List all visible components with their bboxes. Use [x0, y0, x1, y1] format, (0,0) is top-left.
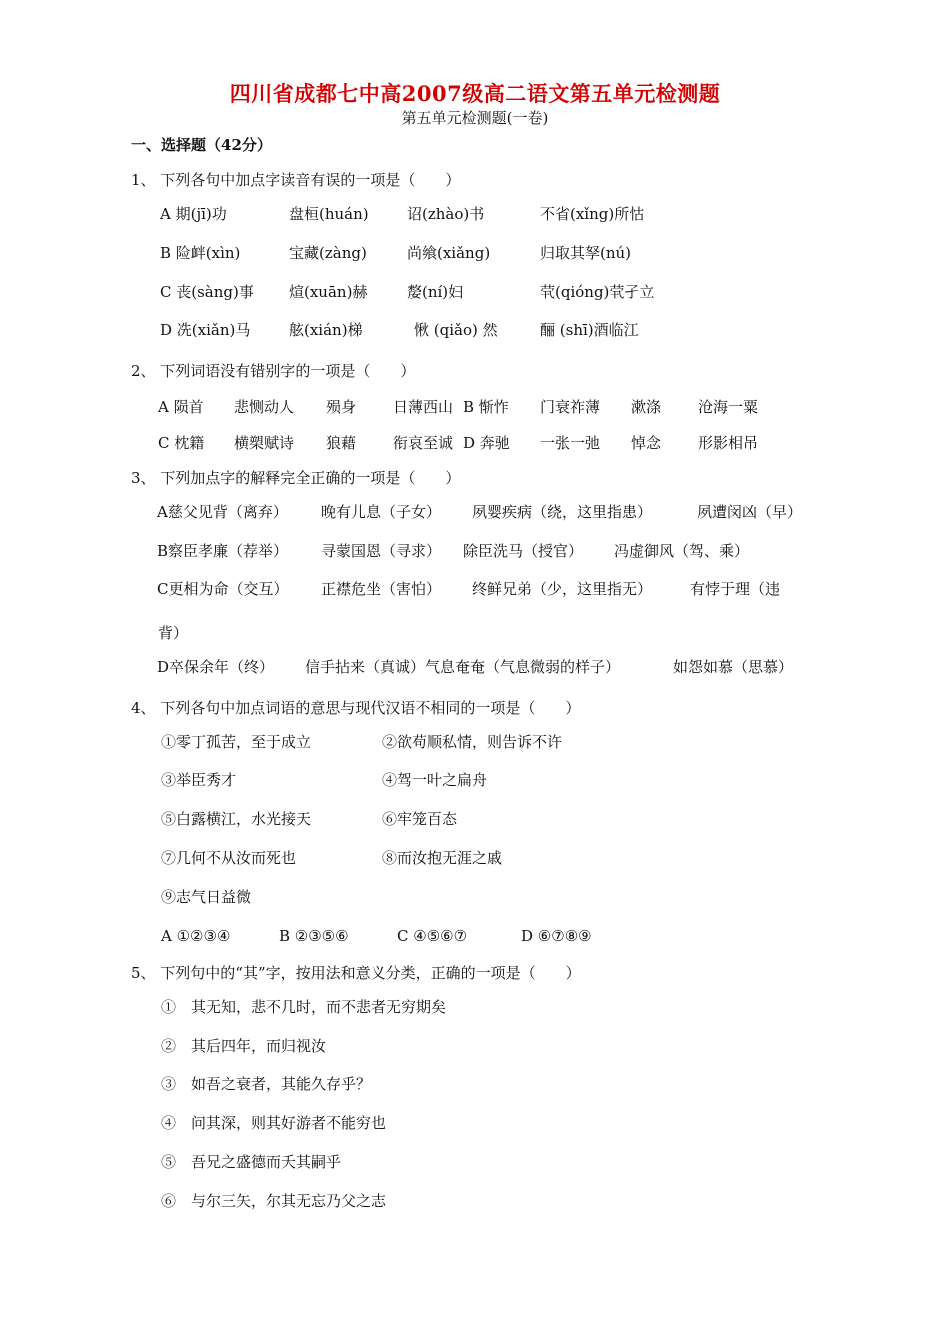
document-subtitle: 第五单元检测题(一卷) — [401, 109, 549, 127]
option-cell: 归取其孥(nú) — [540, 244, 632, 262]
option-cell: 舷(xián)梯 — [289, 321, 363, 339]
option-cell: 信手拈来（真诚）气息奄奄（气息微弱的样子） — [305, 658, 621, 676]
sentence-item: ⑤ 吾兄之盛德而夭其嗣乎 — [161, 1153, 342, 1171]
word-cell: 殒身 — [326, 398, 357, 416]
sentence-item: ⑥牢笼百态 — [382, 810, 458, 828]
option-cell: 夙婴疾病（绕，这里指患） — [472, 503, 653, 521]
word-cell: 横槊赋诗 — [234, 434, 295, 452]
option-cell: 宝藏(zàng) — [289, 244, 367, 262]
word-cell: 悼念 — [631, 434, 662, 452]
question-2-stem: 2、 下列词语没有错别字的一项是（ ） — [131, 362, 416, 380]
option-cell: 除臣洗马（授官） — [463, 542, 584, 560]
question-5-stem: 5、 下列句中的“其”字，按用法和意义分类，正确的一项是（ ） — [131, 964, 581, 982]
option-cell: 冯虚御风（驾、乘） — [614, 542, 750, 560]
option-cell: A慈父见背（离弃） — [157, 503, 288, 521]
answer-option: C ④⑤⑥⑦ — [397, 927, 468, 945]
word-cell: 狼藉 — [326, 434, 357, 452]
document-title: 四川省成都七中高2007级高二语文第五单元检测题 — [229, 81, 721, 106]
option-cell: 诏(zhào)书 — [407, 205, 485, 223]
word-cell: B 惭怍 — [463, 398, 509, 416]
option-cell: 正襟危坐（害怕） — [321, 580, 442, 598]
sentence-item: ④ 问其深，则其好游者不能穷也 — [161, 1114, 387, 1132]
sentence-item: ②欲苟顺私情，则告诉不许 — [382, 733, 563, 751]
option-cell: 酾 (shī)酒临江 — [540, 321, 639, 339]
word-cell: 沧海一粟 — [698, 398, 759, 416]
option-cell: 终鲜兄弟（少，这里指无） — [472, 580, 653, 598]
sentence-item: ⑤白露横江，水光接天 — [161, 810, 312, 828]
sentence-item: ③举臣秀才 — [161, 771, 237, 789]
option-cell: 茕(qióng)茕孑立 — [540, 283, 655, 301]
question-3-stem: 3、 下列加点字的解释完全正确的一项是（ ） — [131, 469, 461, 487]
option-cell: 盘桓(huán) — [289, 205, 369, 223]
sentence-item: ⑧而汝抱无涯之戚 — [382, 849, 503, 867]
answer-option: B ②③⑤⑥ — [279, 927, 349, 945]
option-cell: C更相为命（交互） — [157, 580, 289, 598]
answer-option: A ①②③④ — [161, 927, 231, 945]
option-cell: 不省(xǐng)所怙 — [540, 205, 645, 223]
word-cell: 一张一弛 — [540, 434, 601, 452]
word-cell: A 陨首 — [158, 398, 204, 416]
option-cell: 尚飨(xiǎng) — [407, 244, 491, 262]
sentence-item: ⑥ 与尔三矢，尔其无忘乃父之志 — [161, 1192, 387, 1210]
section-heading: 一、选择题（42分） — [131, 136, 272, 154]
sentence-item: ⑦几何不从汝而死也 — [161, 849, 297, 867]
option-cell: D 冼(xiǎn)马 — [160, 321, 251, 339]
option-cell: A 期(jī)功 — [160, 205, 227, 223]
question-4-stem: 4、 下列各句中加点词语的意思与现代汉语不相同的一项是（ ） — [131, 699, 581, 717]
word-cell: 漱涤 — [631, 398, 662, 416]
word-cell: C 枕籍 — [158, 434, 205, 452]
word-cell: D 奔驰 — [463, 434, 510, 452]
option-cell: 如怨如慕（思慕） — [673, 658, 794, 676]
option-cell: 嫠(ní)妇 — [407, 283, 464, 301]
sentence-item: ①零丁孤苦，至于成立 — [161, 733, 312, 751]
sentence-item: ④驾一叶之扁舟 — [382, 771, 488, 789]
sentence-item: ① 其无知，悲不几时，而不悲者无穷期矣 — [161, 998, 447, 1016]
question-3-wrap: 背） — [158, 624, 189, 642]
option-cell: B察臣孝廉（荐举） — [157, 542, 289, 560]
option-cell: 晚有儿息（子女） — [321, 503, 442, 521]
option-cell: 煊(xuān)赫 — [289, 283, 368, 301]
option-cell: 愀 (qiǎo) 然 — [414, 321, 498, 339]
word-cell: 形影相吊 — [698, 434, 759, 452]
option-cell: B 险衅(xìn) — [160, 244, 241, 262]
sentence-item: ③ 如吾之衰者，其能久存乎？ — [161, 1075, 372, 1093]
word-cell: 衔哀至诚 — [393, 434, 454, 452]
word-cell: 日薄西山 — [393, 398, 454, 416]
sentence-item: ⑨志气日益微 — [161, 888, 252, 906]
option-cell: D卒保余年（终） — [157, 658, 275, 676]
word-cell: 悲恻动人 — [234, 398, 295, 416]
question-1-stem: 1、 下列各句中加点字读音有误的一项是（ ） — [131, 171, 461, 189]
answer-option: D ⑥⑦⑧⑨ — [521, 927, 592, 945]
word-cell: 门衰祚薄 — [540, 398, 601, 416]
option-cell: 夙遭闵凶（早） — [697, 503, 803, 521]
option-cell: 有悖于理（违 — [690, 580, 781, 598]
sentence-item: ② 其后四年，而归视汝 — [161, 1037, 327, 1055]
option-cell: C 丧(sàng)事 — [160, 283, 254, 301]
option-cell: 寻蒙国恩（寻求） — [321, 542, 442, 560]
